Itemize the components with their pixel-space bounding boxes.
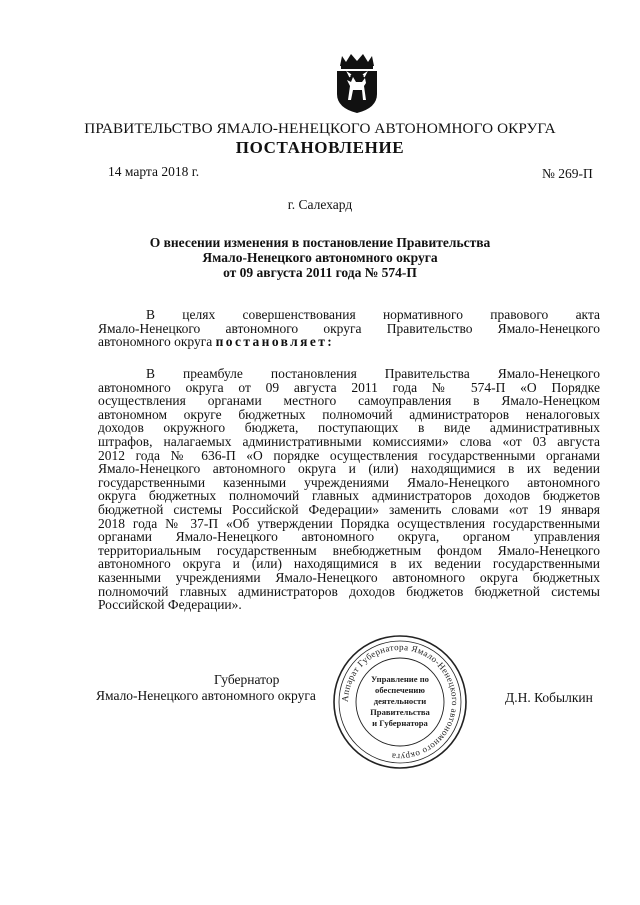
- stamp-line: деятельности: [373, 696, 427, 706]
- official-seal-stamp: [330, 632, 470, 772]
- document-type-title: ПОСТАНОВЛЕНИЕ: [235, 138, 405, 157]
- paragraph-line: бюджетной системы Российской Федерации» заменить словами «от 19 января: [98, 501, 600, 517]
- paragraph-line: В целях совершенствования нормативного правового акта: [146, 307, 600, 322]
- paragraph-line: автономном округе бюджетных полномочий администраторов неналоговых: [98, 406, 600, 422]
- paragraph-line: государственными казенными учреждениями Ямало-Ненецкого автономного: [98, 474, 600, 490]
- document-number: № 269-П: [542, 166, 593, 181]
- paragraph-line: территориальным государственным внебюджетным фондом Ямало-Ненецкого: [98, 542, 600, 558]
- paragraph-line: Российской Федерации».: [98, 597, 242, 613]
- signatory-title: Губернатор: [214, 672, 280, 687]
- paragraph-line: В преамбуле постановления Правительства Ямало-Ненецкого: [146, 366, 600, 381]
- resolution-word: постановляет:: [215, 334, 335, 350]
- signatory-region: Ямало-Ненецкого автономного округа: [96, 688, 316, 703]
- paragraph-line: 2018 года № 37-П «Об утверждении Порядка осуществления государственными: [98, 515, 600, 531]
- document-city: г. Салехард: [287, 197, 353, 212]
- document-date: 14 марта 2018 г.: [108, 164, 200, 179]
- paragraph-line: автономного округа от 09 августа 2011 года № 574-П «О Порядке: [98, 379, 600, 395]
- paragraph-line: Ямало-Ненецкого автономного округа Правительство Ямало-Ненецкого: [98, 320, 600, 336]
- paragraph-line-text: автономного округа: [98, 334, 216, 350]
- paragraph-line: округа бюджетных полномочий главных администраторов доходов бюджетов: [98, 488, 600, 504]
- paragraph-line: Ямало-Ненецкого автономного округа и (или) находящимися в их ведении: [98, 461, 600, 477]
- subject-line: от 09 августа 2011 года № 574-П: [223, 265, 417, 280]
- stamp-line: и Губернатора: [372, 718, 428, 728]
- paragraph-line: доходов окружного бюджета, поступающих в виде административных: [98, 420, 600, 436]
- stamp-line: обеспечению: [375, 685, 425, 695]
- paragraph-line: 2012 года № 636-П «О порядке осуществления государственными органами: [98, 447, 600, 463]
- paragraph-line: осуществления органами местного самоуправления в Ямало-Ненецком: [98, 393, 600, 409]
- paragraph-preamble: [98, 308, 600, 349]
- stamp-line: Управление по: [371, 674, 429, 684]
- subject-line: О внесении изменения в постановление Правительства: [149, 235, 491, 250]
- paragraph-line: казенными учреждениями Ямало-Ненецкого автономного округа бюджетных: [98, 569, 600, 585]
- paragraph-line: автономного округа и (или) находящимися в их ведении государственными: [98, 556, 600, 572]
- paragraph-line: [98, 335, 600, 349]
- signatory-name: Д.Н. Кобылкин: [505, 690, 593, 705]
- stamp-ring-text: Аппарат Губернатора Ямало-Ненецкого автономного округа: [339, 641, 461, 763]
- paragraph-line: органами Ямало-Ненецкого автономного округа, органом управления: [98, 529, 600, 545]
- subject-line: Ямало-Ненецкого автономного округа: [202, 250, 438, 265]
- document-subject: [120, 235, 520, 280]
- coat-of-arms-emblem: [332, 52, 382, 114]
- paragraph-amendment: [98, 367, 600, 612]
- paragraph-line: полномочий главных администраторов доходов бюджетов бюджетной системы: [98, 583, 600, 599]
- stamp-line: Правительства: [370, 707, 430, 717]
- organization-name: ПРАВИТЕЛЬСТВО ЯМАЛО-НЕНЕЦКОГО АВТОНОМНОГО ОКРУГА: [84, 120, 556, 137]
- paragraph-line: штрафов, налагаемых административными комиссиями» слова «от 03 августа: [98, 433, 600, 449]
